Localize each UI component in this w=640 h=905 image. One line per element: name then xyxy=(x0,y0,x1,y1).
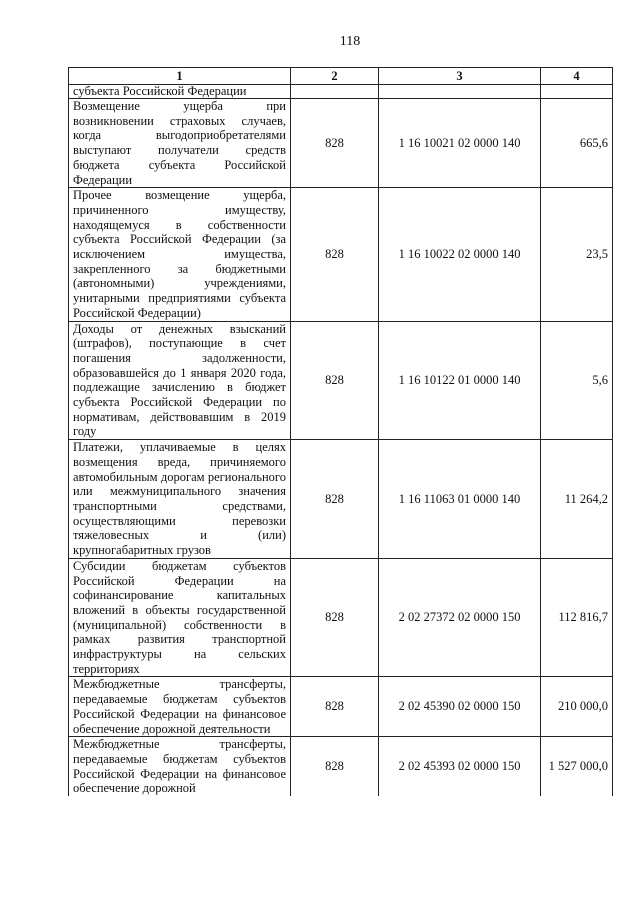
row-admin-code: 828 xyxy=(291,677,379,737)
row-classification-code: 1 16 10122 01 0000 140 xyxy=(379,321,541,440)
empty-cell xyxy=(541,85,613,99)
table-row xyxy=(69,440,613,559)
row-classification-code: 2 02 27372 02 0000 150 xyxy=(379,558,541,677)
page-number: 118 xyxy=(339,34,361,49)
row-description: Субсидии бюджетам субъектов Российской Федерации на софинансирование капитальных вложений в объекты государственной (муниципальной) собственности в рамках развития транспортной инфраструктуры на сельских территориях xyxy=(69,558,291,677)
row-classification-code: 1 16 10021 02 0000 140 xyxy=(379,99,541,188)
column-header-2: 2 xyxy=(291,68,379,85)
table-row xyxy=(69,99,613,188)
table-row xyxy=(69,321,613,440)
row-description: Межбюджетные трансферты, передаваемые бюджетам субъектов Российской Федерации на финансовое обеспечение дорожной деятельности xyxy=(69,677,291,737)
row-classification-code: 1 16 11063 01 0000 140 xyxy=(379,440,541,559)
row-admin-code: 828 xyxy=(291,188,379,321)
continuation-row xyxy=(69,85,613,99)
column-header-1: 1 xyxy=(69,68,291,85)
row-amount: 1 527 000,0 xyxy=(541,737,613,796)
row-description: Платежи, уплачиваемые в целях возмещения вреда, причиняемого автомобильным дорогам регионального или межмуниципального значения транспортными средствами, осуществляющими перевозки тяжеловесных и (или) крупногабаритных грузов xyxy=(69,440,291,559)
row-amount: 5,6 xyxy=(541,321,613,440)
table-row xyxy=(69,558,613,677)
continuation-text: субъекта Российской Федерации xyxy=(69,85,291,99)
row-description: Прочее возмещение ущерба, причиненного имуществу, находящемуся в собственности субъекта Российской Федерации (за исключением имущества, закрепленного за бюджетными (автономными) учреждениями, унитарными предприятиями субъекта Российской Федерации) xyxy=(69,188,291,321)
budget-revenue-table xyxy=(68,67,613,796)
table-row xyxy=(69,737,613,796)
row-classification-code: 2 02 45390 02 0000 150 xyxy=(379,677,541,737)
row-admin-code: 828 xyxy=(291,558,379,677)
row-description: Возмещение ущерба при возникновении страховых случаев, когда выгодоприобретателями выступают получатели средств бюджета субъекта Российской Федерации xyxy=(69,99,291,188)
row-amount: 23,5 xyxy=(541,188,613,321)
header-row xyxy=(69,68,613,85)
table-row xyxy=(69,677,613,737)
column-header-4: 4 xyxy=(541,68,613,85)
column-header-3: 3 xyxy=(379,68,541,85)
row-admin-code: 828 xyxy=(291,440,379,559)
row-classification-code: 2 02 45393 02 0000 150 xyxy=(379,737,541,796)
row-amount: 11 264,2 xyxy=(541,440,613,559)
row-description: Межбюджетные трансферты, передаваемые бюджетам субъектов Российской Федерации на финансовое обеспечение дорожной xyxy=(69,737,291,796)
empty-cell xyxy=(379,85,541,99)
row-amount: 112 816,7 xyxy=(541,558,613,677)
table-row xyxy=(69,188,613,321)
row-admin-code: 828 xyxy=(291,737,379,796)
empty-cell xyxy=(291,85,379,99)
row-amount: 210 000,0 xyxy=(541,677,613,737)
row-admin-code: 828 xyxy=(291,99,379,188)
row-admin-code: 828 xyxy=(291,321,379,440)
row-description: Доходы от денежных взысканий (штрафов), поступающие в счет погашения задолженности, образовавшейся до 1 января 2020 года, подлежащие зачислению в бюджет субъекта Российской Федерации по нормативам, действовавшим в 2019 году xyxy=(69,321,291,440)
row-amount: 665,6 xyxy=(541,99,613,188)
row-classification-code: 1 16 10022 02 0000 140 xyxy=(379,188,541,321)
